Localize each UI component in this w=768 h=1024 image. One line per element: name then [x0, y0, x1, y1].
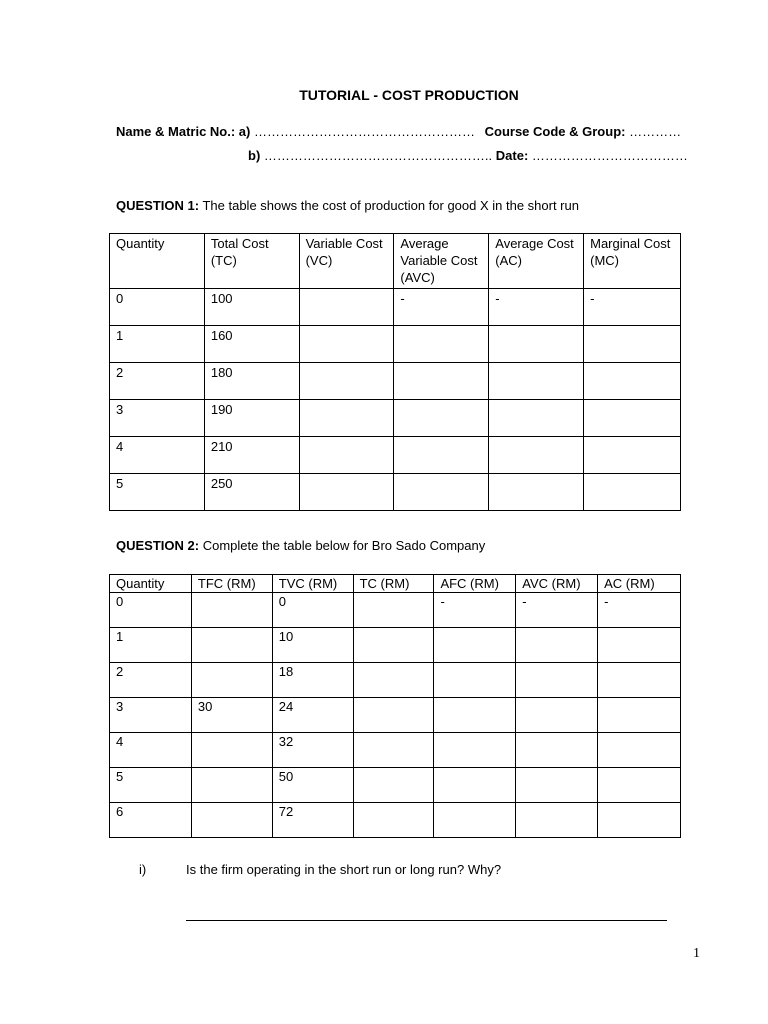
table-row [110, 437, 681, 474]
column-header: Quantity [110, 575, 192, 593]
sub-question-i-text: Is the firm operating in the short run or long run? Why? [186, 862, 502, 877]
table-cell: 3 [110, 698, 192, 733]
column-header: Average Variable Cost (AVC) [394, 234, 489, 289]
table-cell: 72 [272, 803, 353, 838]
table-cell[interactable] [191, 768, 272, 803]
question2-text: Complete the table below for Bro Sado Company [202, 538, 486, 553]
table-cell[interactable] [353, 768, 434, 803]
table-cell[interactable] [489, 400, 584, 437]
question2-prompt [116, 538, 485, 553]
table-cell: 10 [272, 628, 353, 663]
table-cell[interactable] [584, 437, 681, 474]
table-row [110, 593, 681, 628]
table-row [110, 400, 681, 437]
table-cell[interactable] [584, 363, 681, 400]
table-cell: 4 [110, 437, 205, 474]
date-blank[interactable]: ……………………………… [531, 148, 688, 163]
column-header: AFC (RM) [434, 575, 516, 593]
table-cell[interactable] [516, 663, 598, 698]
table-row [110, 803, 681, 838]
table-cell[interactable] [191, 803, 272, 838]
table-cell: 1 [110, 628, 192, 663]
table-cell: - [394, 289, 489, 326]
table-cell[interactable] [598, 733, 681, 768]
table-header-row [110, 234, 681, 289]
table-cell[interactable] [598, 803, 681, 838]
table-cell[interactable] [299, 437, 394, 474]
table-cell[interactable] [353, 663, 434, 698]
table-cell: 190 [204, 400, 299, 437]
question2-table [109, 574, 681, 838]
table-row [110, 733, 681, 768]
table-cell[interactable] [394, 474, 489, 511]
table-cell: 1 [110, 326, 205, 363]
table-cell: 0 [110, 593, 192, 628]
table-cell[interactable] [191, 628, 272, 663]
table-cell[interactable] [489, 474, 584, 511]
table-cell: - [489, 289, 584, 326]
course-code-blank[interactable]: ………… [629, 124, 682, 139]
table-cell: 30 [191, 698, 272, 733]
table-cell: 180 [204, 363, 299, 400]
table-cell: 3 [110, 400, 205, 437]
date-label: Date: [495, 148, 529, 163]
table-cell: 24 [272, 698, 353, 733]
table-cell[interactable] [516, 698, 598, 733]
table-row [110, 628, 681, 663]
table-cell[interactable] [191, 663, 272, 698]
table-cell: 100 [204, 289, 299, 326]
table-cell[interactable] [598, 698, 681, 733]
question1-prompt [116, 198, 579, 213]
answer-line[interactable] [186, 920, 667, 921]
table-cell[interactable] [394, 437, 489, 474]
sub-question-i-label: i) [139, 862, 147, 877]
table-cell: 210 [204, 437, 299, 474]
table-cell: 2 [110, 363, 205, 400]
table-cell[interactable] [394, 400, 489, 437]
page-title: TUTORIAL - COST PRODUCTION [299, 87, 519, 103]
table-cell[interactable] [598, 663, 681, 698]
name-matric-line-b [248, 148, 688, 163]
table-row [110, 768, 681, 803]
column-header: Average Cost (AC) [489, 234, 584, 289]
table-cell[interactable] [299, 326, 394, 363]
table-cell[interactable] [353, 593, 434, 628]
table-cell: 5 [110, 768, 192, 803]
table-cell: - [516, 593, 598, 628]
column-header: TC (RM) [353, 575, 434, 593]
table-cell[interactable] [299, 400, 394, 437]
table-cell[interactable] [516, 733, 598, 768]
table-cell[interactable] [434, 733, 516, 768]
table-cell[interactable] [584, 400, 681, 437]
question1-label: QUESTION 1: [116, 198, 200, 213]
table-cell[interactable] [299, 363, 394, 400]
column-header: Marginal Cost (MC) [584, 234, 681, 289]
table-cell: - [434, 593, 516, 628]
table-cell[interactable] [353, 733, 434, 768]
table-cell[interactable] [353, 628, 434, 663]
table-cell[interactable] [516, 768, 598, 803]
table-cell[interactable] [584, 474, 681, 511]
table-cell: 0 [110, 289, 205, 326]
table-row [110, 326, 681, 363]
question2-label: QUESTION 2: [116, 538, 200, 553]
page-number: 1 [693, 946, 700, 961]
table-cell[interactable] [299, 289, 394, 326]
table-cell: 6 [110, 803, 192, 838]
table-cell[interactable] [191, 593, 272, 628]
column-header: AVC (RM) [516, 575, 598, 593]
table-row [110, 363, 681, 400]
table-row [110, 289, 681, 326]
table-cell: 50 [272, 768, 353, 803]
course-code-label: Course Code & Group: [484, 124, 626, 139]
table-cell[interactable] [434, 663, 516, 698]
table-cell: 18 [272, 663, 353, 698]
table-cell[interactable] [489, 363, 584, 400]
name-b-blank[interactable]: …………………………………………….. [263, 148, 493, 163]
table-cell[interactable] [353, 698, 434, 733]
table-cell[interactable] [394, 326, 489, 363]
column-header: AC (RM) [598, 575, 681, 593]
column-header: TFC (RM) [191, 575, 272, 593]
table-cell: - [598, 593, 681, 628]
table-cell: 2 [110, 663, 192, 698]
table-cell: 5 [110, 474, 205, 511]
table-cell[interactable] [434, 768, 516, 803]
name-b-label: b) [248, 148, 261, 163]
table-cell: 250 [204, 474, 299, 511]
name-a-blank[interactable]: …………………………………………… [254, 124, 475, 139]
table-cell[interactable] [598, 628, 681, 663]
table-cell[interactable] [584, 326, 681, 363]
table-cell[interactable] [489, 437, 584, 474]
table-cell: 160 [204, 326, 299, 363]
table-cell[interactable] [191, 733, 272, 768]
table-row [110, 663, 681, 698]
name-matric-label: Name & Matric No.: a) [116, 124, 251, 139]
table-cell: - [584, 289, 681, 326]
table-cell[interactable] [394, 363, 489, 400]
column-header: TVC (RM) [272, 575, 353, 593]
table-cell[interactable] [299, 474, 394, 511]
column-header: Variable Cost (VC) [299, 234, 394, 289]
table-row [110, 474, 681, 511]
table-header-row [110, 575, 681, 593]
table-cell[interactable] [489, 326, 584, 363]
question1-table [109, 233, 681, 511]
question1-text: The table shows the cost of production for good X in the short run [202, 198, 579, 213]
table-cell[interactable] [598, 768, 681, 803]
table-cell: 0 [272, 593, 353, 628]
table-cell[interactable] [434, 803, 516, 838]
column-header: Total Cost (TC) [204, 234, 299, 289]
table-cell: 4 [110, 733, 192, 768]
table-cell[interactable] [353, 803, 434, 838]
table-cell[interactable] [516, 628, 598, 663]
column-header: Quantity [110, 234, 205, 289]
table-cell: 32 [272, 733, 353, 768]
table-cell[interactable] [434, 698, 516, 733]
table-cell[interactable] [516, 803, 598, 838]
table-cell[interactable] [434, 628, 516, 663]
name-matric-line-a [116, 124, 681, 139]
table-row [110, 698, 681, 733]
